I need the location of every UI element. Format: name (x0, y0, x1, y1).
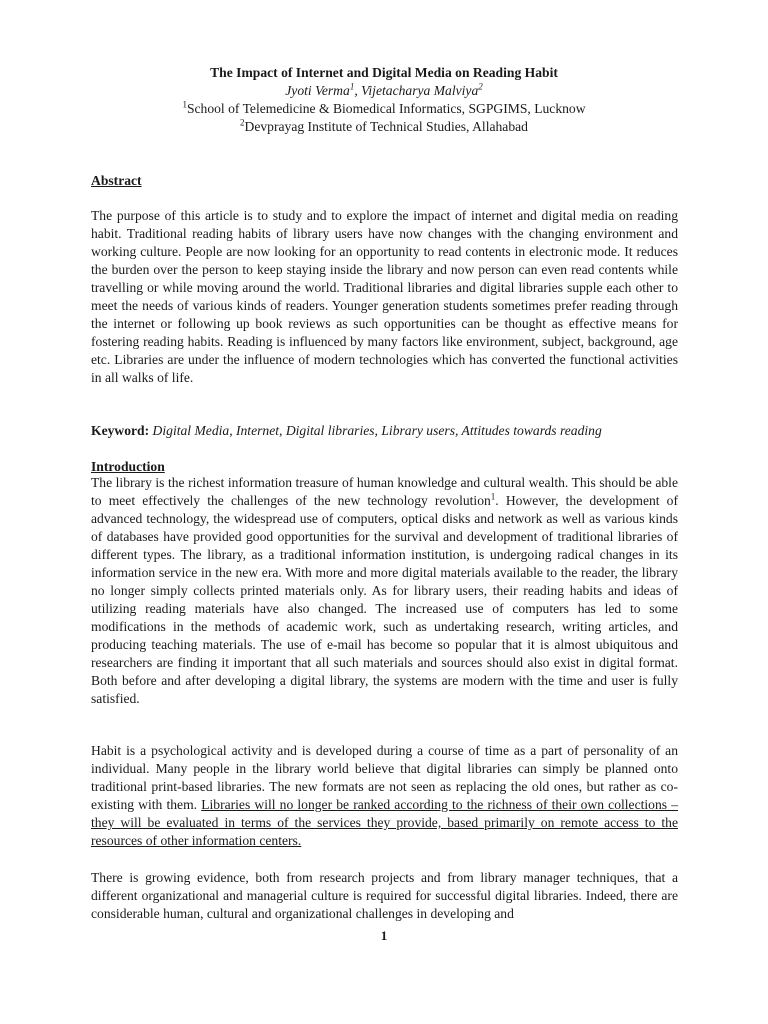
affiliation-2 (0, 118, 768, 136)
keyword-label: Keyword: (91, 423, 150, 438)
introduction-paragraph (91, 474, 678, 708)
habit-text: Habit is a psychological activity and is developed during a course of time as a part of personality of an individual. Many people in the library world believe that digital libraries can simply be planned onto traditional print-based libraries. The new formats are not seen as replacing the old ones, but rather as co-existing with them. (91, 743, 678, 812)
paper-title: The Impact of Internet and Digital Media on Reading Habit (210, 65, 558, 80)
introduction-heading: Introduction (91, 459, 165, 474)
keyword-terms: Digital Media, Internet, Digital libraries, Library users, Attitudes towards reading (152, 423, 602, 438)
underlined-passage: Libraries will no longer be ranked according to the richness of their own collections – they will be evaluated in terms of the services they provide, based primarily on remote access to the resources of other information centers. (91, 797, 678, 848)
affiliation-text: Devprayag Institute of Technical Studies, Allahabad (244, 119, 528, 134)
abstract-heading: Abstract (91, 173, 142, 188)
evidence-paragraph: There is growing evidence, both from research projects and from library manager techniques, that a different organizational and managerial culture is required for successful digital libraries. Indeed, there are considerable human, cultural and organizational challenges in developing and (91, 870, 678, 921)
affiliation-text: School of Telemedicine & Biomedical Informatics, SGPGIMS, Lucknow (186, 101, 586, 116)
author-line (0, 82, 768, 100)
page-number: 1 (380, 928, 388, 943)
habit-paragraph (91, 742, 678, 850)
author-superscript: 1 (349, 81, 355, 92)
author-name: Jyoti Verma (285, 83, 350, 98)
affiliation-superscript: 1 (182, 99, 187, 110)
introduction-text: The library is the richest information treasure of human knowledge and cultural wealth. This should be able to meet effectively the challenges of the new technology revolution (91, 475, 678, 508)
keyword-line (91, 422, 678, 440)
affiliation-superscript: 2 (240, 117, 245, 128)
author-name: Vijetacharya Malviya (361, 83, 479, 98)
title-block (0, 64, 768, 136)
reference-superscript: 1 (490, 491, 496, 502)
affiliation-1 (0, 100, 768, 118)
author-separator: , (354, 83, 362, 98)
author-superscript: 2 (478, 81, 483, 92)
abstract-paragraph: The purpose of this article is to study and to explore the impact of internet and digital media on reading habit. Traditional reading habits of library users have now changes with the changing environment and working culture. People are now looking for an opportunity to read contents in electronic mode. It reduces the burden over the person to keep staying inside the library and now person can even read contents while travelling or while moving around the world. Traditional libraries and digital libraries supple each other to meet the needs of various kinds of readers. Younger generation students sometimes prefer reading through the internet or following up book reviews as such opportunities can be thought as effective means for fostering reading habits. Reading is influenced by many factors like environment, subject, background, age etc. Libraries are under the influence of modern technologies which has converted the functional activities in all walks of life. (91, 208, 678, 385)
introduction-text: . However, the development of advanced technology, the widespread use of computers, optical disks and network as well as various kinds of databases have provided good opportunities for the survival and development of traditional libraries of different types. The library, as a traditional information institution, is undergoing radical changes in its information service in the new era. With more and more digital materials available to the reader, the library no longer simply collects printed materials only. As for library users, their reading habits and ideas of utilizing reading materials have also changed. The increased use of computers has led to some modifications in the methods of academic work, such as undertaking research, writing articles, and producing teaching materials. The use of e-mail has become so popular that it is almost ubiquitous and researchers are finding it important that all such materials and sources should also exist in digital format. Both before and after developing a digital library, the systems are modern with the time and user is fully satisfied. (91, 493, 679, 706)
